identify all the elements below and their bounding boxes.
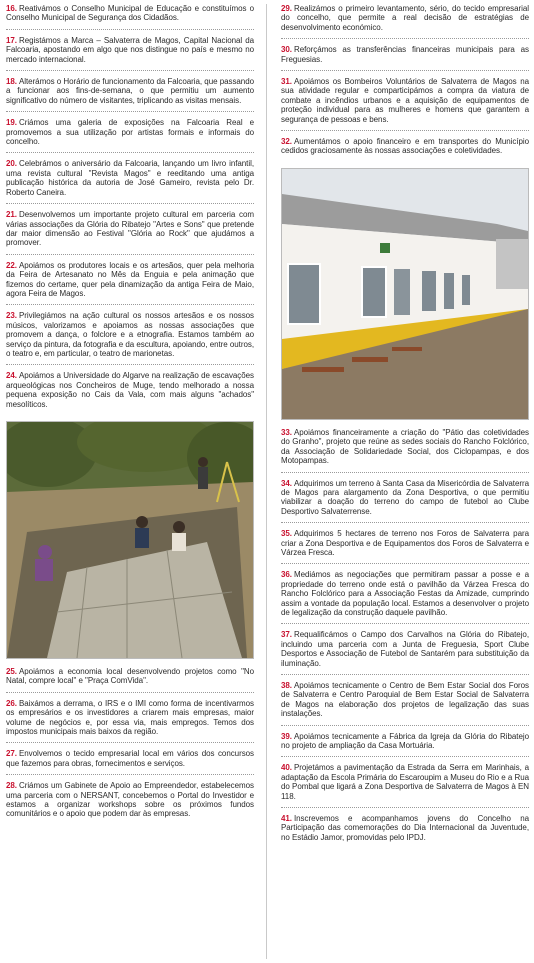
item-text: Mediámos as negociações que permitiram passar a posse e a propriedade do terreno onde está o pavilhão da Várzea Fresca do Rancho Folclórico para a Associação Festas da Amizade, cumprindo assim a vontade da população local. Estamos a desenvolver o projeto de legalização da construção daquele pavilhão. [281,570,529,617]
item-number: 36. [281,570,292,580]
item-number: 22. [6,260,17,270]
item-text: Alterámos o Horário de funcionamento da Falcoaria, que passando a funcionar aos fins-de-semana, o que permitiu um aumento significativo do número de visitantes, triplicando as visitas mensais. [6,77,254,105]
list-item [6,699,254,744]
item-text: Apoiámos tecnicamente o Centro de Bem Estar Social dos Foros de Salvaterra e Centro Paroquial de Bem Estar Social de Salvaterra de Magos na elaboração dos projetos de legalização das suas instalações. [281,681,529,719]
right-list-b [281,428,529,848]
left-list-a [6,4,254,415]
item-text: Envolvemos o tecido empresarial local em vários dos concursos que fazemos para obras, fornecimentos e serviços. [6,749,254,768]
list-item [281,814,529,848]
item-number: 41. [281,814,292,824]
item-text: Aumentámos o apoio financeiro e em transportes do Município cedidos graciosamente às nossas associações e coletividades. [281,137,529,156]
item-number: 26. [6,698,17,708]
item-number: 35. [281,529,292,539]
building-photo [281,168,529,420]
item-text: Apoiámos a Universidade do Algarve na realização de escavações arqueológicas nos Concheiros de Muge, tendo melhorado a nossa pequena exposição no Cais da Vala, com mais alguns "achados" mesolíticos. [6,371,254,409]
list-item [6,77,254,112]
item-text: Apoiámos a economia local desenvolvendo projetos como "No Natal, compre local" e "Praça ComVida". [6,667,254,686]
list-item [281,4,529,39]
item-text: Desenvolvemos um importante projeto cultural em parceria com várias associações da Glória do Ribatejo "Artes e Sons" que pretende dar maior dimensão ao Festival "Glória ao Rock" que ajudámos a promover. [6,210,254,248]
item-number: 27. [6,749,17,759]
item-text: Apoiámos os produtores locais e os artesãos, quer pela melhoria da Feira de Artesanato no Mês da Enguia e pela animação que fizemos do certame, quer pela dinamização da antiga Feira de Maio, agora Feira de Magos. [6,260,254,298]
item-number: 30. [281,45,292,55]
item-text: Adquirimos 5 hectares de terreno nos Foros de Salvaterra para criar a Zona Desportiva e de Equipamentos dos Foros de Salvaterra e Várzea Fresca. [281,529,529,557]
item-number: 38. [281,681,292,690]
item-number: 25. [6,667,17,676]
item-text: Reforçámos as transferências financeiras municipais para as Freguesias. [281,45,529,64]
list-item [281,428,529,473]
item-number: 20. [6,159,17,169]
item-text: Reativámos o Conselho Municipal de Educação e constituímos o Conselho Municipal de Segurança dos Cidadãos. [6,4,254,23]
left-list-b [6,667,254,825]
item-number: 16. [6,4,17,13]
item-number: 40. [281,763,292,773]
list-item [6,36,254,71]
list-item [6,371,254,415]
list-item [6,210,254,255]
item-text: Privilegiámos na ação cultural os nossos artesãos e os nossos músicos, valorizamos e apoiamos as nossas associações que promovem a dança, o folclore e a etnografia. Estamos também ao serviço da pintura, da fotografia e da escultura, apoiando, entre outros, o teatro e, em particular, o teatro de marionetas. [6,311,254,358]
item-text: Projetámos a pavimentação da Estrada da Serra em Marinhais, a adaptação da Escola Primária do Escaroupim a Museu do Rio e a Rua do Pombal que ligará a Zona Desportiva de Salvaterra de Magos à EN 118. [281,763,529,801]
list-item [281,77,529,131]
item-number: 31. [281,77,292,87]
list-item [6,261,254,306]
pavilion-building-image [282,169,528,419]
item-text: Registámos a Marca – Salvaterra de Magos, Capital Nacional da Falcoaria, apostando em algo que nos distingue no país e mesmo no mercado internacional. [6,35,254,64]
right-list-a [281,4,529,162]
list-item [6,749,254,775]
list-item [6,118,254,153]
list-item [6,4,254,30]
list-item [281,681,529,726]
list-item [6,159,254,204]
item-number: 23. [6,311,17,321]
list-item [6,667,254,693]
list-item [281,732,529,758]
item-text: Realizámos o primeiro levantamento, sério, do tecido empresarial do concelho, que permite a real decisão de estratégias de desenvolvimento económico. [281,4,529,32]
item-number: 34. [281,478,292,488]
item-number: 21. [6,210,17,220]
column-divider [266,4,267,959]
item-text: Apoiámos os Bombeiros Voluntários de Salvaterra de Magos na sua atividade regular e comparticipámos a compra da viatura de combate a incêndios urbanos e a aquisição de equipamentos de proteção individual para as mulheres e homens que garantem a segurança de pessoas e bens. [281,77,529,124]
left-column [6,4,254,831]
item-number: 32. [281,137,292,147]
item-number: 24. [6,371,17,381]
list-item [281,630,529,675]
right-column [281,4,529,854]
list-item [6,781,254,825]
item-text: Criámos um Gabinete de Apoio ao Empreendedor, estabelecemos uma parceria com o NERSANT, concebemos o Portal do Investidor e estamos a organizar workshops sobre os próximos fundos comunitários e o apoio que podem dar às empresas. [6,781,254,819]
list-item [281,45,529,71]
item-text: Apoiámos tecnicamente a Fábrica da Igreja da Glória do Ribatejo no projeto de ampliação da Casa Mortuária. [281,731,529,751]
list-item [281,529,529,564]
item-text: Baixámos a derrama, o IRS e o IMI como forma de incentivarmos os empresários e os investidores a criarem mais empresas, maior volume de negócios e, por essa via, mais empregos. Temos dos impostos municipais mais baixos da região. [6,698,254,737]
item-number: 19. [6,118,17,128]
item-text: Celebrámos o aniversário da Falcoaria, lançando um livro infantil, uma revista cultural "Revista Magos" e reeditando uma antiga publicação histórica da autoria de José Gameiro, revista pelo Dr. Roberto Caneira. [6,159,254,197]
list-item [281,479,529,524]
item-number: 17. [6,35,17,45]
item-number: 37. [281,630,292,640]
item-number: 29. [281,4,292,13]
item-text: Criámos uma galeria de exposições na Falcoaria Real e promovemos a sua utilização por artistas formais e informais do concelho. [6,118,254,147]
archaeological-excavation-image [7,422,253,658]
item-number: 33. [281,427,292,437]
list-item [281,137,529,162]
list-item [281,763,529,808]
item-text: Requalificámos o Campo dos Carvalhos na Glória do Ribatejo, incluindo uma parceria com a Junta de Freguesia, Sport Clube Desportos e Associação de Futebol de Santarém para substituição da iluminação. [281,630,529,668]
item-text: Apoiámos financeiramente a criação do "Pátio das coletividades do Granho", projeto que reúne as sedes sociais do Rancho Folclórico, da Associação de Solidariedade Social, dos Ciclopampas, e dos Motopampas. [281,427,529,466]
item-number: 39. [281,731,292,741]
item-number: 28. [6,781,17,791]
item-number: 18. [6,77,17,87]
item-text: Adquirimos um terreno à Santa Casa da Misericórdia de Salvaterra de Magos para alargamento da Zona Desportiva, o que permitiu viabilizar a doação do terreno do campo de futebol ao Clube Desportivo Salvaterrense. [281,478,529,516]
list-item [6,311,254,365]
excavation-photo [6,421,254,659]
item-text: Inscrevemos e acompanhamos jovens do Concelho na Participação das comemorações do Dia Internacional da Juventude, no Estádio Jamor, promovidas pelo IPDJ. [281,814,529,842]
list-item [281,570,529,624]
